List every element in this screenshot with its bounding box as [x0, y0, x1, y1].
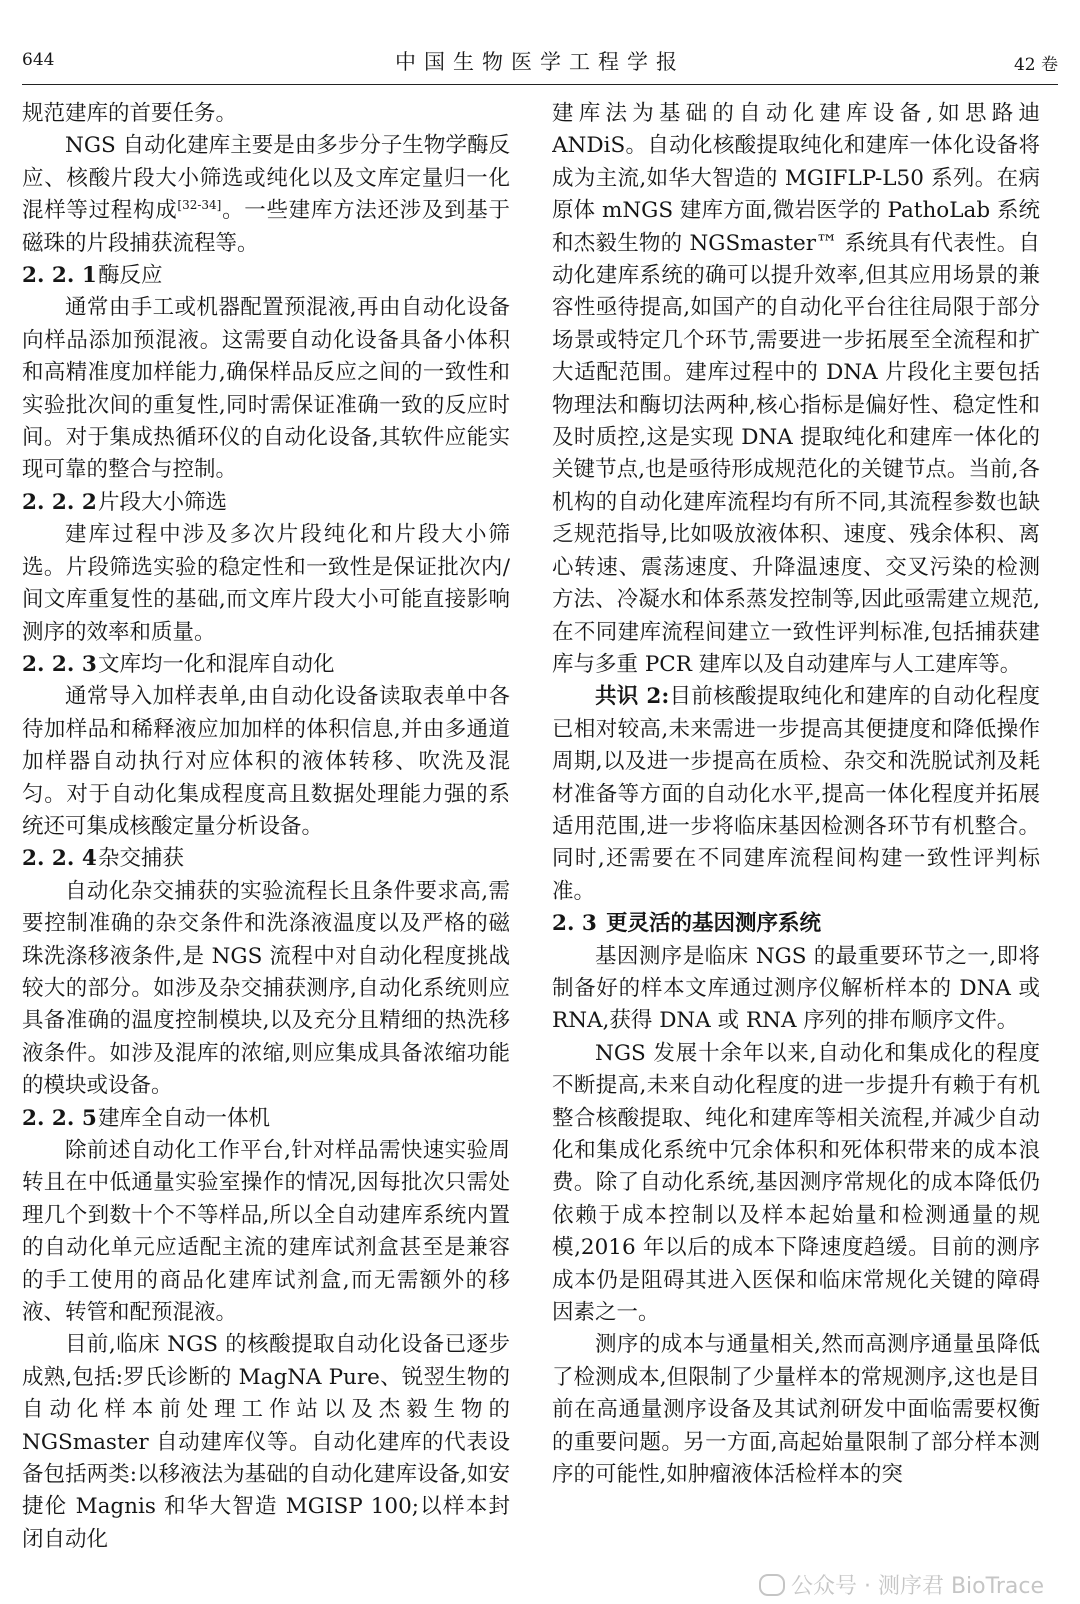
paragraph: 测序的成本与通量相关,然而高测序通量虽降低了检测成本,但限制了少量样本的常规测序,这也是目前在高通量测序设备及其试剂研发中面临需要权衡的重要问题。另一方面,高起始量限制了部分样本测序的可能性,如肿瘤液体活检样本的突 — [552, 1332, 1040, 1488]
paragraph: 通常由手工或机器配置预混液,再由自动化设备向样品添加预混液。这需要自动化设备具备小体积和高精准度加样能力,确保样品反应之间的一致性和实验批次间的重复性,同时需保证准确一致的反应时间。对于集成热循环仪的自动化设备,其软件应能实现可靠的整合与控制。 — [22, 295, 510, 483]
paragraph: 规范建库的首要任务。 — [22, 101, 238, 126]
paragraph: 建库过程中涉及多次片段纯化和片段大小筛选。片段筛选实验的稳定性和一致性是保证批次内/间文库重复性的基础,而文库片段大小可能直接影响测序的效率和质量。 — [22, 522, 510, 645]
running-header — [22, 44, 1058, 84]
consensus-paragraph: 共识 2:目前核酸提取纯化和建库的自动化程度已相对较高,未来需进一步提高其便捷度和降低操作周期,以及进一步提高在质检、杂交和洗脱试剂及耗材准备等方面的自动化水平,提高一体化程度并拓展适用范围,进一步将临床基因检测各环节有机整合。同时,还需要在不同建库流程间构建一致性评判标准。 — [552, 684, 1040, 904]
left-column — [22, 98, 510, 1598]
page-number: 644 — [22, 50, 55, 70]
volume-label: 42 卷 — [1013, 55, 1058, 75]
paragraph: NGS 发展十余年以来,自动化和集成化的程度不断提高,未来自动化程度的进一步提升有赖于有机整合核酸提取、纯化和建库等相关流程,并减少自动化和集成化系统中冗余体积和死体积带来的成本浪费。除了自动化系统,基因测序常规化的成本降低仍依赖于成本控制以及样本起始量和检测通量的规模,2016 年以后的成本下降速度趋缓。目前的测序成本仍是阻碍其进入医保和临床常规化关键的障碍因素之一。 — [552, 1040, 1040, 1326]
section-heading-2-2-5: 2. 2. 5建库全自动一体机 — [22, 1105, 271, 1131]
section-heading-2-2-1: 2. 2. 1酶反应 — [22, 263, 163, 289]
section-heading-2-2-4: 2. 2. 4杂交捕获 — [22, 846, 185, 872]
consensus-label: 共识 2: — [595, 684, 670, 710]
paragraph: 通常导入加样表单,由自动化设备读取表单中各待加样品和稀释液应加加样的体积信息,并由多通道加样器自动执行对应体积的液体转移、吹洗及混匀。对于自动化集成程度高且数据处理能力强的系统还可集成核酸定量分析设备。 — [22, 684, 510, 839]
paragraph: NGS 自动化建库主要是由多步分子生物学酶反应、核酸片段大小筛选或纯化以及文库定量归一化混样等过程构成[32-34]。一些建库方法还涉及到基于磁珠的片段捕获流程等。 — [22, 133, 510, 256]
section-heading-2-2-2: 2. 2. 2片段大小筛选 — [22, 489, 228, 515]
wechat-icon — [759, 1574, 785, 1596]
header-rule — [22, 84, 1058, 85]
journal-title: 中国生物医学工程学报 — [395, 50, 685, 74]
paragraph: 基因测序是临床 NGS 的最重要环节之一,即将制备好的样本文库通过测序仪解析样本的 DNA 或 RNA,获得 DNA 或 RNA 序列的排布顺序文件。 — [552, 943, 1040, 1034]
right-column — [552, 98, 1040, 1598]
paragraph: 目前,临床 NGS 的核酸提取自动化设备已逐步成熟,包括:罗氏诊断的 MagNA Pure、锐翌生物的自动化样本前处理工作站以及杰毅生物的 NGSmaster 自动建库仪等。自动化建库的代表设备包括两类:以移液法为基础的自动化建库设备,如安捷伦 Magnis 和华大智造 MGISP 100;以样本封闭自动化 — [22, 1332, 510, 1552]
watermark: 公众号 · 测序君 BioTrace — [759, 1569, 1044, 1600]
section-heading-2-2-3: 2. 2. 3文库均一化和混库自动化 — [22, 651, 335, 677]
paragraph: 自动化杂交捕获的实验流程长且条件要求高,需要控制准确的杂交条件和洗涤液温度以及严格的磁珠洗涤移液条件,是 NGS 流程中对自动化程度挑战较大的部分。如涉及杂交捕获测序,自动化系统则应具备准确的温度控制模块,以及充分且精细的热洗移液条件。如涉及混库的浓缩,则应集成具备浓缩功能的模块或设备。 — [22, 878, 510, 1099]
citation: [32-34] — [177, 198, 222, 213]
paragraph: 建库法为基础的自动化建库设备,如思路迪 ANDiS。自动化核酸提取纯化和建库一体化设备将成为主流,如华大智造的 MGIFLP-L50 系列。在病原体 mNGS 建库方面,微岩医学的 PathoLab 系统和杰毅生物的 NGSmaster™ 系统具有代表性。自动化建库系统的确可以提升效率,但其应用场景的兼容性亟待提高,如国产的自动化平台往往局限于部分场景或特定几个环节,需要进一步拓展至全流程和扩大适配范围。建库过程中的 DNA 片段化主要包括物理法和酶切法两种,核心指标是偏好性、稳定性和及时质控,这是实现 DNA 提取纯化和建库一体化的关键节点,也是亟待形成规范化的关键节点。当前,各机构的自动化建库流程均有所不同,其流程参数也缺乏规范指导,比如吸放液体积、速度、残余体积、离心转速、震荡速度、升降温速度、交叉污染的检测方法、冷凝水和体系蒸发控制等,因此亟需建立规范,在不同建库流程间建立一致性评判标准,包括捕获建库与多重 PCR 建库以及自动建库与人工建库等。 — [552, 101, 1040, 677]
section-heading-2-3: 2. 3 更灵活的基因测序系统 — [552, 911, 822, 937]
paragraph: 除前述自动化工作平台,针对样品需快速实验周转且在中低通量实验室操作的情况,因每批次只需处理几个到数十个不等样品,所以全自动建库系统内置的自动化单元应适配主流的建库试剂盒甚至是兼容的手工使用的商品化建库试剂盒,而无需额外的移液、转管和配预混液。 — [22, 1138, 510, 1326]
